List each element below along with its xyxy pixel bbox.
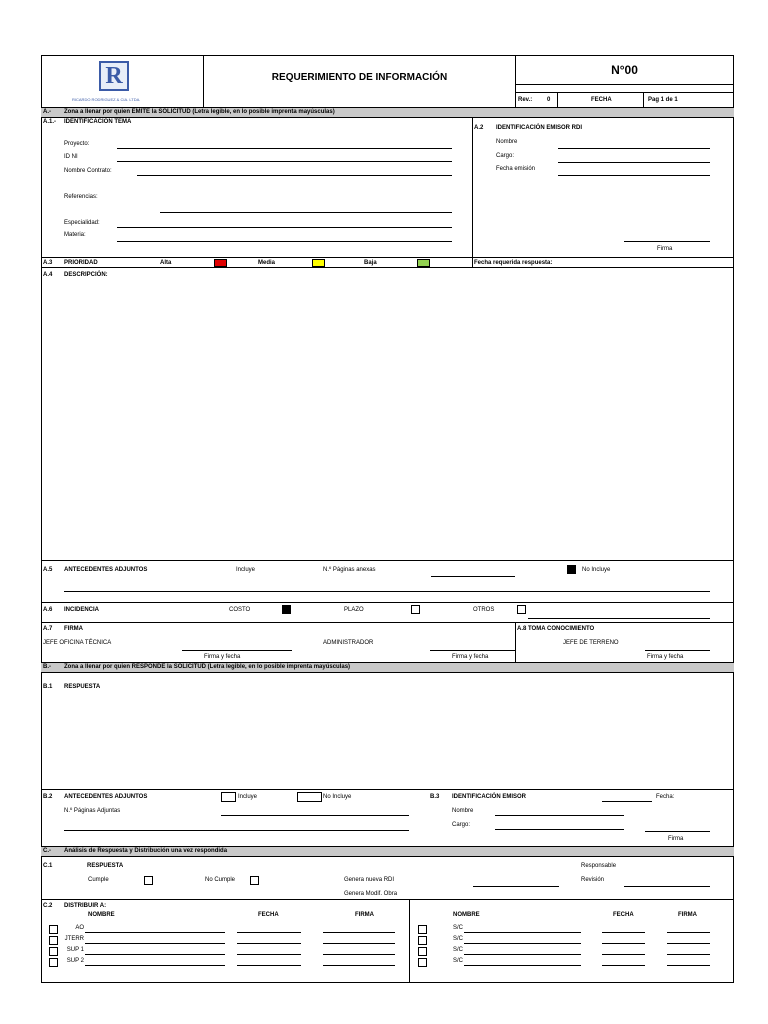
c2-right-firma-line[interactable]: [667, 932, 710, 933]
administrador-label: ADMINISTRADOR: [323, 640, 374, 646]
especialidad-label: Especialidad:: [64, 220, 100, 226]
c2-left-row-label: JTERR: [64, 936, 84, 942]
b2-paginas-line[interactable]: [221, 815, 409, 816]
section-b-title: Zona a llenar por quien RESPONDE la SOLICITUD (Letra legible, en lo posible imprenta mayúsculas): [64, 664, 351, 670]
c2-left-nombre-line[interactable]: [85, 943, 225, 944]
b1-code: B.1: [43, 684, 53, 690]
c2-right-fecha-line[interactable]: [602, 954, 645, 955]
a5-paginas-label: N.º Páginas anexas: [323, 567, 376, 573]
b3-cargo-line[interactable]: [495, 829, 624, 830]
c2-left-firma-line[interactable]: [323, 932, 395, 933]
administrador-firma-label: Firma y fecha: [452, 654, 489, 660]
b2-code: B.2: [43, 794, 53, 800]
materia-line[interactable]: [117, 241, 452, 242]
revision-line[interactable]: [624, 886, 710, 887]
emisor-firma-line[interactable]: [624, 241, 710, 242]
b3-nombre-line[interactable]: [495, 815, 624, 816]
c2-right-checkbox[interactable]: [418, 958, 427, 967]
section-a-title: Zona a llenar por quien EMITE la SOLICITUD (Letra legible, en lo posible imprenta mayúsculas): [64, 109, 335, 115]
b2-no-incluye-box[interactable]: [297, 792, 322, 802]
section-a-code: A.-: [43, 109, 51, 115]
c2-right-row-label: S/C: [453, 925, 464, 931]
b2-incluye-label: Incluye: [238, 794, 258, 800]
c2-right-fecha-line[interactable]: [602, 943, 645, 944]
prioridad-baja-swatch[interactable]: [417, 259, 430, 267]
rev-label: Rev.:: [518, 97, 533, 103]
logo-letter: R: [105, 63, 123, 89]
cumple-label: Cumple: [88, 877, 109, 883]
c2-left-nombre-header: NOMBRE: [88, 912, 115, 918]
a8-title: A.8 TOMA CONOCIMIENTO: [517, 626, 595, 632]
proyecto-line[interactable]: [117, 148, 452, 149]
no-cumple-checkbox[interactable]: [250, 876, 259, 885]
header-divider: [643, 92, 644, 107]
c2-right-row-label: S/C: [453, 947, 464, 953]
c2-right-nombre-line[interactable]: [464, 932, 581, 933]
section-c-title: Análisis de Respuesta y Distribución una vez respondida: [64, 848, 228, 854]
especialidad-line[interactable]: [117, 227, 452, 228]
c2-left-fecha-header: FECHA: [258, 912, 279, 918]
c2-right-nombre-line[interactable]: [464, 965, 581, 966]
genera-rdi-label: Genera nueva RDI: [344, 877, 395, 883]
c2-left-firma-line[interactable]: [323, 965, 395, 966]
c2-right-row-label: S/C: [453, 958, 464, 964]
c2-top-rule: [41, 899, 734, 900]
emisor-cargo-line[interactable]: [558, 162, 710, 163]
c2-left-row-label: SUP 1: [66, 947, 84, 953]
company-name: RICARDO RODRIGUEZ & CIA. LTDA.: [72, 97, 141, 102]
header-divider: [515, 84, 734, 85]
fecha-emision-label: Fecha emisión: [496, 166, 536, 172]
c2-right-firma-line[interactable]: [667, 954, 710, 955]
b2-top-rule: [41, 789, 734, 790]
c2-right-checkbox[interactable]: [418, 925, 427, 934]
c2-left-fecha-line[interactable]: [237, 943, 301, 944]
jefe-oficina-label: JEFE OFICINA TÉCNICA: [43, 640, 112, 646]
c2-right-firma-header: FIRMA: [678, 912, 697, 918]
c2-left-firma-header: FIRMA: [355, 912, 374, 918]
c2-left-checkbox[interactable]: [49, 936, 58, 945]
c2-right-fecha-line[interactable]: [602, 965, 645, 966]
c2-right-firma-line[interactable]: [667, 965, 710, 966]
c2-divider: [409, 899, 410, 983]
a7-code: A.7: [43, 626, 53, 632]
page-number: Pag 1 de 1: [648, 97, 678, 103]
costo-checkbox[interactable]: [282, 605, 291, 614]
prioridad-baja-label: Baja: [364, 260, 377, 266]
c2-left-checkbox[interactable]: [49, 947, 58, 956]
b3-nombre-label: Nombre: [452, 808, 474, 814]
prioridad-alta-label: Alta: [160, 260, 172, 266]
b2-no-incluye-label: No Incluye: [323, 794, 352, 800]
a5-code: A.5: [43, 567, 53, 573]
proyecto-label: Proyecto:: [64, 141, 90, 147]
cumple-checkbox[interactable]: [144, 876, 153, 885]
a5-paginas-line[interactable]: [431, 576, 515, 577]
responsable-label: Responsable: [581, 863, 617, 869]
b2-incluye-box[interactable]: [221, 792, 236, 802]
prioridad-media-label: Media: [258, 260, 276, 266]
form-title: REQUERIMIENTO DE INFORMACIÓN: [271, 72, 448, 83]
a7-top-rule: [41, 622, 734, 623]
c2-left-nombre-line[interactable]: [85, 965, 225, 966]
b3-fecha-label: Fecha:: [656, 794, 675, 800]
section-b-code: B.-: [43, 664, 51, 670]
c2-left-checkbox[interactable]: [49, 925, 58, 934]
c2-right-nombre-line[interactable]: [464, 954, 581, 955]
c2-left-fecha-line[interactable]: [237, 965, 301, 966]
header-divider: [557, 92, 558, 107]
a3-code: A.3: [43, 260, 53, 266]
a5-notes-line[interactable]: [64, 591, 710, 592]
contract-name-line[interactable]: [137, 175, 452, 176]
c2-right-nombre-line[interactable]: [464, 943, 581, 944]
b2-notes-line[interactable]: [64, 830, 409, 831]
a3-divider: [472, 257, 473, 267]
c2-code: C.2: [43, 903, 53, 909]
a5-antecedentes-label: ANTECEDENTES ADJUNTOS: [64, 567, 148, 573]
prioridad-alta-swatch[interactable]: [214, 259, 227, 267]
c2-right-fecha-header: FECHA: [613, 912, 634, 918]
a5-top-rule: [41, 560, 734, 561]
a5-no-incluye-label: No Incluye: [582, 567, 611, 573]
b3-identificacion-label: IDENTIFICACIÓN EMISOR: [452, 794, 527, 800]
materia-label: Materia:: [64, 232, 86, 238]
plazo-label: PLAZO: [344, 607, 364, 613]
a6-top-rule: [41, 602, 734, 603]
otros-label: OTROS: [473, 607, 495, 613]
prioridad-media-swatch[interactable]: [312, 259, 325, 267]
c2-right-checkbox[interactable]: [418, 947, 427, 956]
c2-left-nombre-line[interactable]: [85, 932, 225, 933]
b3-cargo-label: Cargo:: [452, 822, 471, 828]
jefe-oficina-firma-label: Firma y fecha: [204, 654, 241, 660]
id-ni-line[interactable]: [117, 161, 452, 162]
form-number: N°00: [611, 63, 638, 77]
b3-code: B.3: [430, 794, 440, 800]
header-divider: [515, 92, 734, 93]
emisor-nombre-line[interactable]: [558, 148, 710, 149]
jefe-oficina-line[interactable]: [182, 650, 292, 651]
a5-no-incluye-checkbox[interactable]: [567, 565, 576, 574]
respuesta-area[interactable]: [42, 694, 733, 786]
a2-divider: [472, 117, 473, 257]
a3-top-rule: [41, 257, 734, 258]
a7-firma-title: FIRMA: [64, 626, 83, 632]
c2-right-nombre-header: NOMBRE: [453, 912, 480, 918]
c1-respuesta-label: RESPUESTA: [87, 863, 124, 869]
b2-antecedentes-label: ANTECEDENTES ADJUNTOS: [64, 794, 148, 800]
revision-label: Revisión: [581, 877, 605, 883]
no-cumple-label: No Cumple: [205, 877, 236, 883]
company-logo: [99, 61, 129, 91]
c2-left-fecha-line[interactable]: [237, 932, 301, 933]
emisor-firma-label: Firma: [657, 246, 673, 252]
c2-left-firma-line[interactable]: [323, 954, 395, 955]
otros-checkbox[interactable]: [517, 605, 526, 614]
otros-line[interactable]: [528, 618, 710, 619]
costo-label: COSTO: [229, 607, 251, 613]
b3-firma-line[interactable]: [645, 831, 710, 832]
administrador-line[interactable]: [430, 650, 515, 651]
c2-left-nombre-line[interactable]: [85, 954, 225, 955]
c2-right-checkbox[interactable]: [418, 936, 427, 945]
c2-left-checkbox[interactable]: [49, 958, 58, 967]
fecha-emision-line[interactable]: [558, 175, 710, 176]
c2-right-row-label: S/C: [453, 936, 464, 942]
emisor-cargo-label: Cargo:: [496, 153, 515, 159]
genera-line[interactable]: [473, 886, 559, 887]
jefe-terreno-label: JEFE DE TERRENO: [563, 640, 619, 646]
a2-title: IDENTIFICACIÓN EMISOR RDI: [496, 125, 583, 131]
referencias-line[interactable]: [160, 212, 452, 213]
jefe-terreno-line[interactable]: [645, 650, 710, 651]
c2-left-fecha-line[interactable]: [237, 954, 301, 955]
c2-left-row-label: AO: [75, 925, 84, 931]
plazo-checkbox[interactable]: [411, 605, 420, 614]
genera-modif-label: Genera Modif. Obra: [344, 891, 398, 897]
fecha-requerida-label: Fecha requerida respuesta:: [474, 260, 553, 266]
a8-divider: [515, 622, 516, 662]
a2-code: A.2: [474, 125, 484, 131]
c2-right-firma-line[interactable]: [667, 943, 710, 944]
referencias-label: Referencias:: [64, 194, 98, 200]
distribuir-label: DISTRIBUIR A:: [64, 903, 107, 909]
respuesta-label: RESPUESTA: [64, 684, 101, 690]
c1-code: C.1: [43, 863, 53, 869]
emisor-nombre-label: Nombre: [496, 139, 518, 145]
fecha-label: FECHA: [591, 97, 612, 103]
rev-value: 0: [547, 97, 551, 103]
a5-incluye-label: Incluye: [236, 567, 256, 573]
a6-code: A.6: [43, 607, 53, 613]
a4-top-rule: [41, 267, 734, 268]
a1-code: A.1.-: [43, 119, 57, 125]
id-ni-label: ID NI: [64, 154, 78, 160]
b2-paginas-label: N.º Páginas Adjuntas: [64, 808, 121, 814]
c2-left-row-label: SUP 2: [66, 958, 84, 964]
a4-code: A.4: [43, 272, 53, 278]
b3-fecha-line[interactable]: [602, 801, 652, 802]
descripcion-label: DESCRIPCIÓN:: [64, 272, 108, 278]
c2-left-firma-line[interactable]: [323, 943, 395, 944]
prioridad-label: PRIORIDAD: [64, 260, 98, 266]
a1-title: IDENTIFICACIÓN TEMA: [64, 119, 132, 125]
descripcion-area[interactable]: [42, 282, 733, 558]
incidencia-label: INCIDENCIA: [64, 607, 100, 613]
jefe-terreno-firma-label: Firma y fecha: [647, 654, 684, 660]
contract-name-label: Nombre Contrato:: [64, 168, 112, 174]
c2-right-fecha-line[interactable]: [602, 932, 645, 933]
b3-firma-label: Firma: [668, 836, 684, 842]
section-c-code: C.-: [43, 848, 51, 854]
